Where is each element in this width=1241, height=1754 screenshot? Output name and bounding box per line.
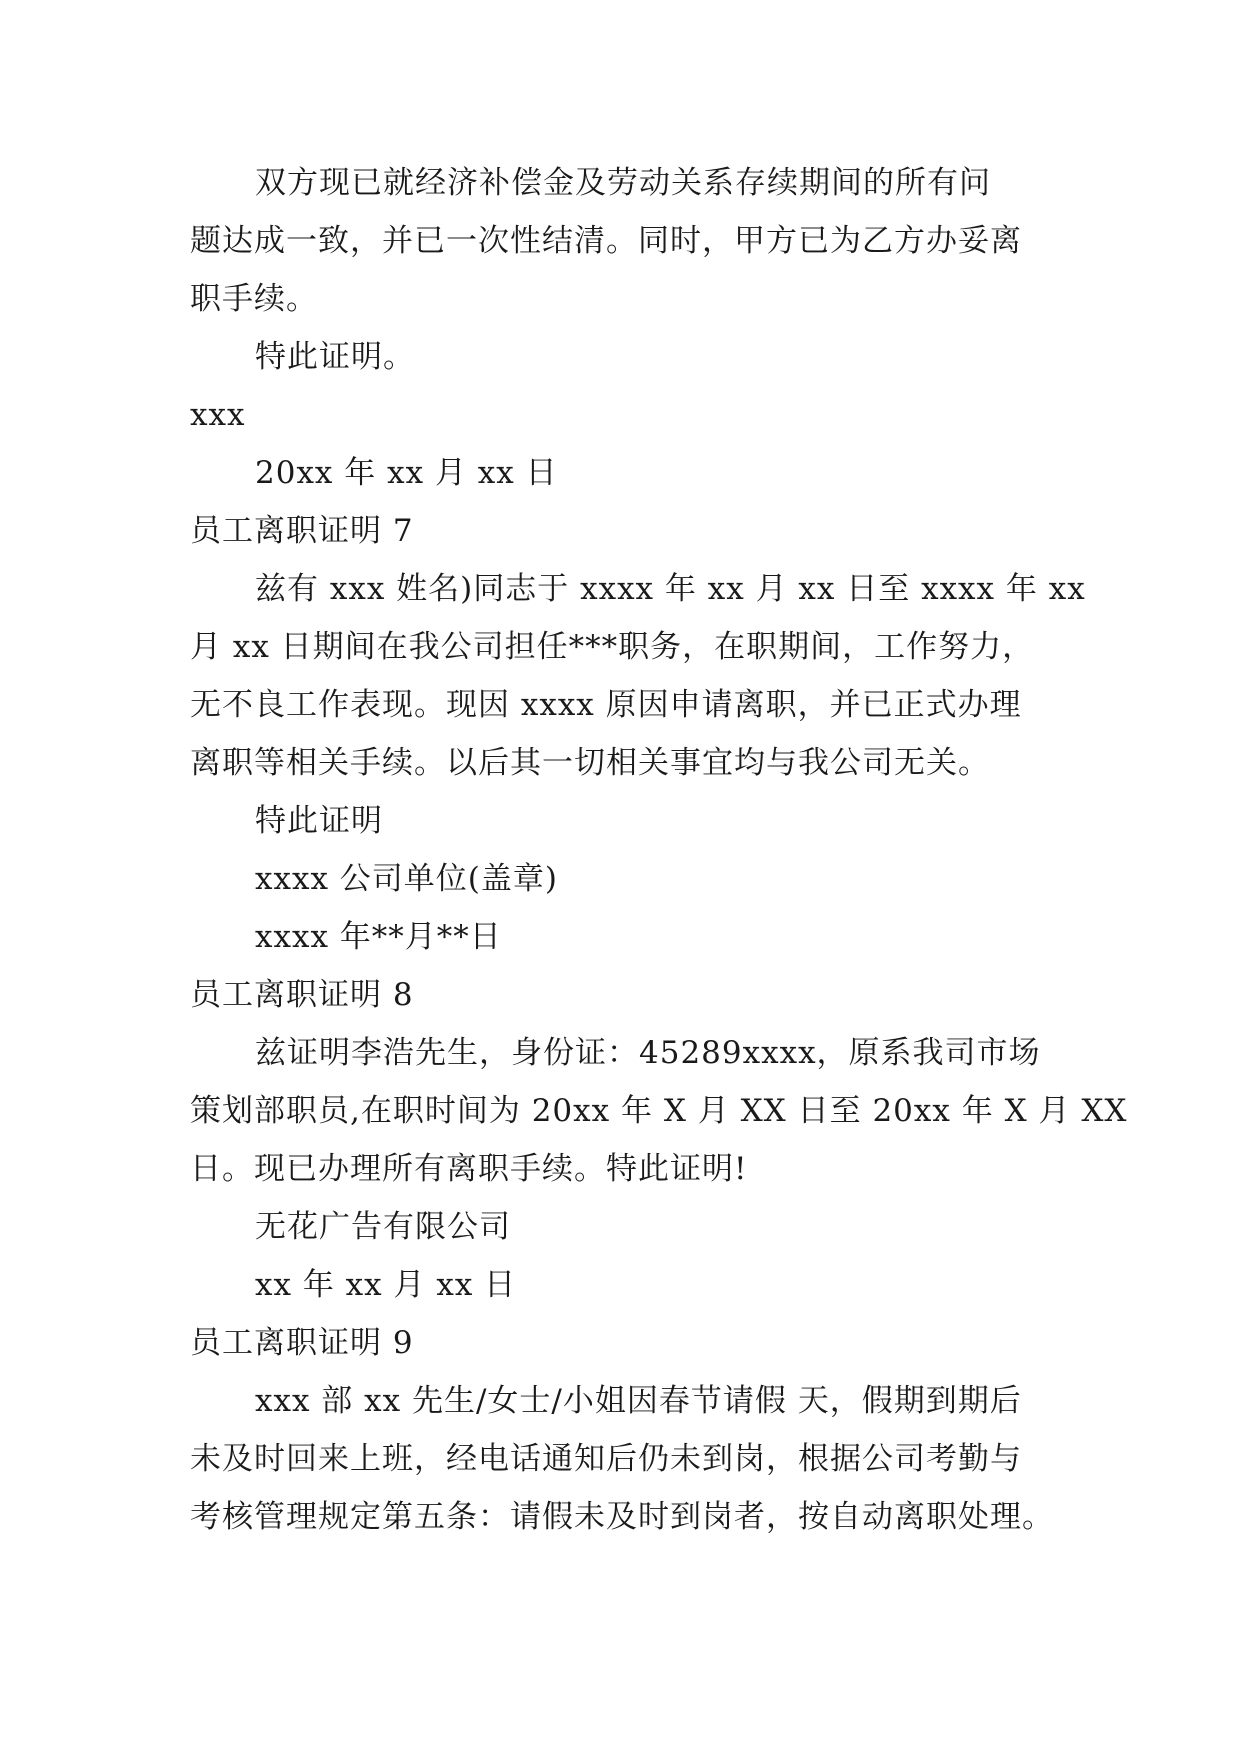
paragraph-line: 离职等相关手续。以后其一切相关事宜均与我公司无关。 — [190, 745, 990, 781]
section-heading: 员工离职证明 7 — [190, 513, 414, 549]
closing-text: 特此证明 — [255, 803, 383, 839]
paragraph-line: 兹证明李浩先生，身份证：45289xxxx，原系我司市场 — [255, 1035, 1041, 1071]
section-heading: 员工离职证明 9 — [190, 1325, 414, 1361]
paragraph-line: 考核管理规定第五条：请假未及时到岗者，按自动离职处理。 — [190, 1499, 1054, 1535]
company-seal-line: xxxx 公司单位(盖章) — [255, 861, 558, 897]
date-line: xx 年 xx 月 xx 日 — [255, 1267, 517, 1303]
paragraph-line: 未及时回来上班，经电话通知后仍未到岗，根据公司考勤与 — [190, 1441, 1022, 1477]
paragraph-line: xxx 部 xx 先生/女士/小姐因春节请假 天，假期到期后 — [255, 1383, 1022, 1419]
paragraph-line: 题达成一致，并已一次性结清。同时，甲方已为乙方办妥离 — [190, 223, 1022, 259]
paragraph-line: 双方现已就经济补偿金及劳动关系存续期间的所有问 — [255, 165, 991, 201]
paragraph-line: 策划部职员,在职时间为 20xx 年 X 月 XX 日至 20xx 年 X 月 XX — [190, 1093, 1128, 1129]
paragraph-line: 无不良工作表现。现因 xxxx 原因申请离职，并已正式办理 — [190, 687, 1022, 723]
paragraph-line: 职手续。 — [190, 281, 318, 317]
date-line: 20xx 年 xx 月 xx 日 — [255, 455, 558, 491]
company-name: 无花广告有限公司 — [255, 1209, 511, 1245]
paragraph-line: 兹有 xxx 姓名)同志于 xxxx 年 xx 月 xx 日至 xxxx 年 xx — [255, 571, 1086, 607]
paragraph-line: 日。现已办理所有离职手续。特此证明! — [190, 1151, 748, 1187]
signature-name: xxx — [190, 397, 246, 433]
closing-text: 特此证明。 — [255, 339, 415, 375]
date-line: xxxx 年**月**日 — [255, 919, 502, 955]
section-heading: 员工离职证明 8 — [190, 977, 414, 1013]
paragraph-line: 月 xx 日期间在我公司担任***职务，在职期间，工作努力， — [190, 629, 1035, 665]
